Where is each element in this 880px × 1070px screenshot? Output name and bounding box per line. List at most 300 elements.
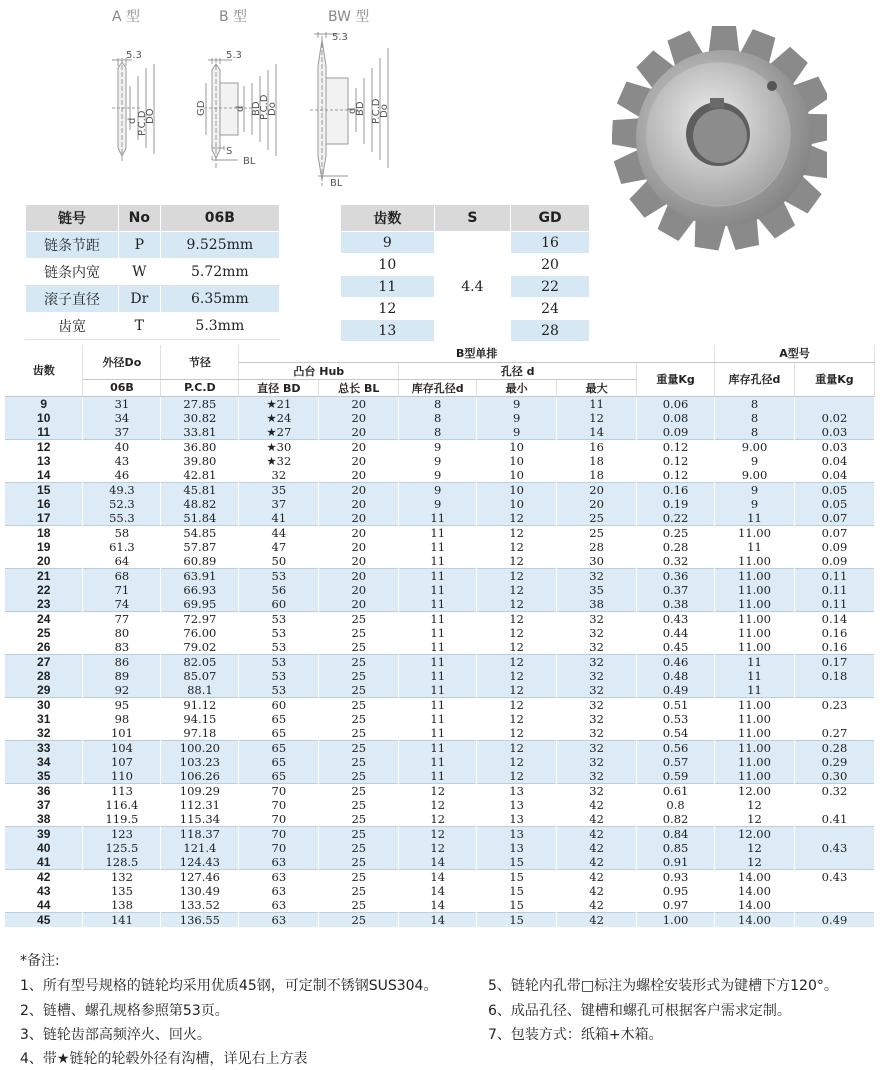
- cell-pcd: 72.97: [161, 611, 239, 626]
- cell-bore-min: 12: [477, 640, 557, 655]
- cell-pcd: 63.91: [161, 568, 239, 583]
- table-row: [5, 439, 875, 454]
- table-body: [5, 396, 875, 927]
- cell-teeth: 42: [5, 869, 83, 884]
- cell-hub-bd: 53: [239, 640, 319, 655]
- cell-a-weight: 0.49: [794, 912, 874, 927]
- cell-teeth: 37: [5, 798, 83, 812]
- cell-weight: 0.49: [637, 683, 715, 698]
- cell-a-stock-bore: 11.00: [715, 554, 795, 569]
- dim-bw-bl: BL: [330, 178, 343, 189]
- cell-bore-min: 12: [477, 669, 557, 683]
- cell-bore-max: 20: [557, 497, 637, 511]
- cell-bore-max: 32: [557, 669, 637, 683]
- cell-weight: 0.25: [637, 525, 715, 540]
- cell-a-stock-bore: 11.00: [715, 568, 795, 583]
- note-3: 3、链轮齿部高频淬火、回火。: [20, 1027, 211, 1043]
- cell-bore-min: 13: [477, 798, 557, 812]
- cell-bore-max: 35: [557, 583, 637, 597]
- cell-stock-bore: 14: [399, 898, 477, 913]
- groove-gd: 22: [511, 276, 590, 298]
- cell-stock-bore: 8: [399, 425, 477, 440]
- cell-bore-max: 20: [557, 482, 637, 497]
- cell-a-weight: 0.09: [794, 554, 874, 569]
- cell-hub-bd: 65: [239, 755, 319, 769]
- cell-teeth: 45: [5, 912, 83, 927]
- cell-bore-min: 13: [477, 783, 557, 798]
- cell-weight: 0.16: [637, 482, 715, 497]
- cell-stock-bore: 9: [399, 454, 477, 468]
- cell-pcd: 36.80: [161, 439, 239, 454]
- cell-teeth: 16: [5, 497, 83, 511]
- cell-stock-bore: 11: [399, 654, 477, 669]
- cell-od: 68: [83, 568, 161, 583]
- spec-cell: 链条内宽: [26, 259, 119, 286]
- cell-a-weight: [794, 884, 874, 898]
- cell-od: 49.3: [83, 482, 161, 497]
- cell-hub-bl: 25: [319, 898, 399, 913]
- note-2: 2、链槽、螺孔规格参照第53页。: [20, 1003, 229, 1019]
- spec-cell: 9.525mm: [160, 232, 279, 259]
- cell-a-weight: 0.05: [794, 482, 874, 497]
- cell-a-weight: 0.14: [794, 611, 874, 626]
- note-7: 7、包装方式：纸箱+木箱。: [488, 1027, 663, 1043]
- cell-a-stock-bore: 11.00: [715, 583, 795, 597]
- cell-a-stock-bore: 14.00: [715, 869, 795, 884]
- table-row: [5, 841, 875, 855]
- table-row: [5, 511, 875, 526]
- cell-teeth: 25: [5, 626, 83, 640]
- cell-stock-bore: 9: [399, 497, 477, 511]
- cell-pcd: 51.84: [161, 511, 239, 526]
- cell-bore-min: 12: [477, 769, 557, 784]
- cell-hub-bd: 63: [239, 855, 319, 870]
- cell-bore-max: 38: [557, 597, 637, 612]
- spec-header-no: No: [119, 205, 161, 232]
- cell-bore-min: 13: [477, 826, 557, 841]
- cell-weight: 0.12: [637, 439, 715, 454]
- cell-bore-min: 12: [477, 654, 557, 669]
- table-row: [5, 683, 875, 698]
- cell-hub-bd: ★27: [239, 425, 319, 440]
- cell-pcd: 39.80: [161, 454, 239, 468]
- cell-a-weight: 0.32: [794, 783, 874, 798]
- groove-s-value: 4.4: [434, 232, 510, 342]
- cell-hub-bd: 70: [239, 841, 319, 855]
- cell-hub-bl: 20: [319, 511, 399, 526]
- header-weight: 重量Kg: [637, 362, 715, 396]
- cell-bore-min: 10: [477, 439, 557, 454]
- cell-hub-bl: 25: [319, 726, 399, 741]
- cell-hub-bd: ★30: [239, 439, 319, 454]
- cell-hub-bl: 25: [319, 855, 399, 870]
- cell-bore-max: 18: [557, 454, 637, 468]
- cell-hub-bd: 63: [239, 884, 319, 898]
- groove-header-gd: GD: [511, 205, 590, 232]
- note-6: 6、成品孔径、键槽和螺孔可根据客户需求定制。: [488, 1003, 791, 1019]
- cell-pcd: 76.00: [161, 626, 239, 640]
- cell-pcd: 66.93: [161, 583, 239, 597]
- cell-stock-bore: 12: [399, 826, 477, 841]
- groove-teeth: 13: [341, 320, 435, 342]
- cell-pcd: 27.85: [161, 396, 239, 411]
- cell-od: 125.5: [83, 841, 161, 855]
- cell-bore-min: 15: [477, 898, 557, 913]
- spec-cell: Dr: [119, 286, 161, 313]
- table-row: [5, 697, 875, 712]
- cell-stock-bore: 11: [399, 525, 477, 540]
- cell-bore-min: 12: [477, 597, 557, 612]
- cell-weight: 0.56: [637, 740, 715, 755]
- cell-hub-bd: 32: [239, 468, 319, 483]
- cell-teeth: 21: [5, 568, 83, 583]
- cell-od: 92: [83, 683, 161, 698]
- header-stock: 库存孔径d: [399, 379, 477, 396]
- table-row: [5, 525, 875, 540]
- table-row: [5, 826, 875, 841]
- cell-bore-max: 32: [557, 640, 637, 655]
- cell-od: 141: [83, 912, 161, 927]
- cell-bore-max: 32: [557, 712, 637, 726]
- cell-bore-max: 42: [557, 869, 637, 884]
- cell-teeth: 26: [5, 640, 83, 655]
- cell-hub-bd: 53: [239, 654, 319, 669]
- cell-pcd: 100.20: [161, 740, 239, 755]
- table-row: [5, 583, 875, 597]
- cell-od: 58: [83, 525, 161, 540]
- note-5: 5、链轮内孔带□标注为螺栓安装形式为键槽下方120°。: [488, 978, 838, 994]
- spec-cell: W: [119, 259, 161, 286]
- cell-hub-bd: 60: [239, 597, 319, 612]
- cell-bore-min: 9: [477, 396, 557, 411]
- dim-a-d: d: [127, 117, 138, 124]
- cell-od: 107: [83, 755, 161, 769]
- table-row: [5, 540, 875, 554]
- cell-od: 34: [83, 411, 161, 425]
- cell-a-stock-bore: 9: [715, 454, 795, 468]
- cell-bore-min: 12: [477, 755, 557, 769]
- cell-teeth: 35: [5, 769, 83, 784]
- cell-weight: 0.54: [637, 726, 715, 741]
- cell-od: 119.5: [83, 812, 161, 827]
- cell-a-weight: 0.43: [794, 841, 874, 855]
- cell-bore-min: 9: [477, 411, 557, 425]
- header-a-weight: 重量Kg: [794, 362, 874, 396]
- cell-hub-bl: 20: [319, 525, 399, 540]
- cell-bore-max: 42: [557, 798, 637, 812]
- cell-hub-bd: 53: [239, 626, 319, 640]
- cell-a-weight: 0.04: [794, 454, 874, 468]
- cell-od: 128.5: [83, 855, 161, 870]
- cell-bore-min: 9: [477, 425, 557, 440]
- cell-a-weight: 0.04: [794, 468, 874, 483]
- cell-bore-max: 32: [557, 683, 637, 698]
- cell-stock-bore: 14: [399, 855, 477, 870]
- table-row: [5, 740, 875, 755]
- cell-od: 135: [83, 884, 161, 898]
- spec-cell: 链条节距: [26, 232, 119, 259]
- cell-hub-bl: 25: [319, 798, 399, 812]
- cell-pcd: 60.89: [161, 554, 239, 569]
- cell-hub-bl: 25: [319, 683, 399, 698]
- cell-bore-max: 42: [557, 884, 637, 898]
- cell-pcd: 82.05: [161, 654, 239, 669]
- cell-a-stock-bore: 11.00: [715, 755, 795, 769]
- cell-a-stock-bore: 12: [715, 855, 795, 870]
- cell-weight: 0.8: [637, 798, 715, 812]
- cell-bore-max: 14: [557, 425, 637, 440]
- cell-hub-bl: 25: [319, 812, 399, 827]
- cell-stock-bore: 11: [399, 554, 477, 569]
- cell-hub-bd: 70: [239, 812, 319, 827]
- groove-header-teeth: 齿数: [341, 205, 435, 232]
- cell-a-stock-bore: 11.00: [715, 611, 795, 626]
- cell-teeth: 27: [5, 654, 83, 669]
- cell-hub-bl: 20: [319, 597, 399, 612]
- table-row: [5, 568, 875, 583]
- cell-bore-max: 32: [557, 697, 637, 712]
- table-row: [5, 454, 875, 468]
- cell-bore-max: 42: [557, 841, 637, 855]
- table-row: [5, 654, 875, 669]
- cell-weight: 0.84: [637, 826, 715, 841]
- cell-hub-bd: 50: [239, 554, 319, 569]
- cell-bore-max: 42: [557, 826, 637, 841]
- cell-weight: 0.44: [637, 626, 715, 640]
- cell-teeth: 12: [5, 439, 83, 454]
- cell-od: 95: [83, 697, 161, 712]
- table-row: [5, 497, 875, 511]
- spec-cell: P: [119, 232, 161, 259]
- header-teeth: 齿数: [5, 345, 83, 396]
- groove-gd: 24: [511, 298, 590, 320]
- cell-a-weight: 0.02: [794, 411, 874, 425]
- cell-pcd: 118.37: [161, 826, 239, 841]
- spec-cell: T: [119, 313, 161, 340]
- cell-bore-min: 13: [477, 841, 557, 855]
- cell-stock-bore: 11: [399, 568, 477, 583]
- groove-teeth: 9: [341, 232, 435, 254]
- table-row: [5, 669, 875, 683]
- cell-weight: 0.37: [637, 583, 715, 597]
- cell-hub-bl: 20: [319, 439, 399, 454]
- cell-hub-bl: 25: [319, 669, 399, 683]
- cell-od: 37: [83, 425, 161, 440]
- cell-hub-bl: 25: [319, 626, 399, 640]
- cell-a-weight: [794, 396, 874, 411]
- cell-a-weight: 0.11: [794, 568, 874, 583]
- cell-pcd: 91.12: [161, 697, 239, 712]
- cell-pcd: 88.1: [161, 683, 239, 698]
- dim-bw-pcd: P.C.D: [371, 98, 382, 124]
- dim-bw-d: d: [347, 107, 358, 114]
- cell-od: 40: [83, 439, 161, 454]
- cell-hub-bl: 20: [319, 568, 399, 583]
- cell-hub-bl: 20: [319, 468, 399, 483]
- cell-weight: 0.57: [637, 755, 715, 769]
- spec-cell: 5.3mm: [160, 313, 279, 340]
- cell-a-stock-bore: 8: [715, 396, 795, 411]
- cell-bore-min: 12: [477, 697, 557, 712]
- cell-hub-bd: 70: [239, 783, 319, 798]
- cell-a-stock-bore: 8: [715, 425, 795, 440]
- cell-a-stock-bore: 11.00: [715, 712, 795, 726]
- cell-hub-bl: 20: [319, 425, 399, 440]
- cell-a-weight: 0.07: [794, 525, 874, 540]
- cell-stock-bore: 11: [399, 769, 477, 784]
- cell-pcd: 97.18: [161, 726, 239, 741]
- header-hub: 凸台 Hub: [239, 362, 399, 379]
- cell-od: 89: [83, 669, 161, 683]
- cell-weight: 0.32: [637, 554, 715, 569]
- cell-teeth: 43: [5, 884, 83, 898]
- cell-hub-bd: 53: [239, 611, 319, 626]
- cell-pcd: 136.55: [161, 912, 239, 927]
- cell-weight: 0.46: [637, 654, 715, 669]
- cell-weight: 0.91: [637, 855, 715, 870]
- cell-pcd: 54.85: [161, 525, 239, 540]
- type-a-label: A 型: [112, 9, 141, 25]
- cell-pcd: 94.15: [161, 712, 239, 726]
- cell-pcd: 127.46: [161, 869, 239, 884]
- cell-bore-max: 32: [557, 654, 637, 669]
- cell-teeth: 14: [5, 468, 83, 483]
- cell-teeth: 23: [5, 597, 83, 612]
- cell-a-stock-bore: 9: [715, 482, 795, 497]
- cell-weight: 0.85: [637, 841, 715, 855]
- cell-pcd: 121.4: [161, 841, 239, 855]
- cell-hub-bl: 20: [319, 583, 399, 597]
- cell-hub-bl: 20: [319, 396, 399, 411]
- cell-stock-bore: 11: [399, 611, 477, 626]
- table-row: [5, 712, 875, 726]
- cell-teeth: 41: [5, 855, 83, 870]
- cell-hub-bd: 44: [239, 525, 319, 540]
- cell-bore-max: 30: [557, 554, 637, 569]
- cell-pcd: 57.87: [161, 540, 239, 554]
- cell-weight: 0.61: [637, 783, 715, 798]
- cell-pcd: 42.81: [161, 468, 239, 483]
- cell-weight: 0.38: [637, 597, 715, 612]
- cell-hub-bl: 25: [319, 841, 399, 855]
- cell-stock-bore: 11: [399, 640, 477, 655]
- cell-a-weight: [794, 826, 874, 841]
- cell-a-weight: 0.23: [794, 697, 874, 712]
- sprocket-data-table: [5, 345, 875, 927]
- cell-bore-max: 42: [557, 898, 637, 913]
- cell-hub-bl: 25: [319, 611, 399, 626]
- cell-a-stock-bore: 12: [715, 798, 795, 812]
- cell-hub-bd: ★32: [239, 454, 319, 468]
- cell-hub-bd: 60: [239, 697, 319, 712]
- cell-od: 43: [83, 454, 161, 468]
- table-row: [5, 411, 875, 425]
- header-max: 最大: [557, 379, 637, 396]
- header-b-single-row: B型单排: [239, 345, 715, 362]
- cell-stock-bore: 11: [399, 726, 477, 741]
- cell-a-weight: 0.16: [794, 626, 874, 640]
- cell-weight: 0.82: [637, 812, 715, 827]
- cell-hub-bl: 20: [319, 497, 399, 511]
- cell-teeth: 40: [5, 841, 83, 855]
- cell-bore-min: 12: [477, 740, 557, 755]
- cell-a-stock-bore: 11.00: [715, 726, 795, 741]
- cell-hub-bd: 63: [239, 898, 319, 913]
- cell-od: 104: [83, 740, 161, 755]
- cell-od: 71: [83, 583, 161, 597]
- dim-a-pcd: P.C.D: [137, 110, 148, 136]
- cell-pcd: 85.07: [161, 669, 239, 683]
- cell-pcd: 103.23: [161, 755, 239, 769]
- cell-a-weight: 0.18: [794, 669, 874, 683]
- cell-hub-bd: 70: [239, 798, 319, 812]
- cell-stock-bore: 9: [399, 468, 477, 483]
- cell-weight: 0.19: [637, 497, 715, 511]
- cell-bore-min: 15: [477, 912, 557, 927]
- cell-pcd: 48.82: [161, 497, 239, 511]
- cell-od: 132: [83, 869, 161, 884]
- header-od-sub: 06B: [83, 379, 161, 396]
- cell-a-weight: 0.28: [794, 740, 874, 755]
- cell-teeth: 15: [5, 482, 83, 497]
- cell-hub-bd: 56: [239, 583, 319, 597]
- cell-a-stock-bore: 11: [715, 540, 795, 554]
- cell-a-stock-bore: 11.00: [715, 740, 795, 755]
- cell-od: 116.4: [83, 798, 161, 812]
- cell-teeth: 10: [5, 411, 83, 425]
- cell-stock-bore: 11: [399, 597, 477, 612]
- type-b-label: B 型: [219, 9, 248, 25]
- cell-od: 74: [83, 597, 161, 612]
- cell-bore-max: 32: [557, 568, 637, 583]
- cell-hub-bl: 25: [319, 755, 399, 769]
- cell-hub-bd: 70: [239, 826, 319, 841]
- note-4: 4、带★链轮的轮毂外径有沟槽，详见右上方表: [20, 1051, 308, 1067]
- cell-bore-min: 12: [477, 511, 557, 526]
- cell-bore-min: 12: [477, 712, 557, 726]
- cell-od: 113: [83, 783, 161, 798]
- cell-hub-bl: 25: [319, 783, 399, 798]
- cell-a-weight: 0.16: [794, 640, 874, 655]
- cell-hub-bd: 65: [239, 769, 319, 784]
- cell-a-stock-bore: 11: [715, 654, 795, 669]
- cell-bore-min: 10: [477, 468, 557, 483]
- dim-b-d: d: [235, 105, 246, 112]
- groove-gd: 16: [511, 232, 590, 254]
- cell-teeth: 34: [5, 755, 83, 769]
- cell-bore-min: 12: [477, 626, 557, 640]
- cell-od: 83: [83, 640, 161, 655]
- cell-bore-min: 12: [477, 611, 557, 626]
- cell-od: 80: [83, 626, 161, 640]
- table-row: [5, 769, 875, 784]
- cell-pcd: 109.29: [161, 783, 239, 798]
- cell-weight: 0.51: [637, 697, 715, 712]
- spec-header-06b: 06B: [160, 205, 279, 232]
- cell-bore-min: 12: [477, 554, 557, 569]
- dim-bw-bd: BD: [355, 101, 366, 116]
- cell-stock-bore: 11: [399, 583, 477, 597]
- cell-weight: 0.06: [637, 396, 715, 411]
- cell-hub-bl: 25: [319, 740, 399, 755]
- cell-hub-bd: ★24: [239, 411, 319, 425]
- groove-teeth: 12: [341, 298, 435, 320]
- cell-stock-bore: 11: [399, 697, 477, 712]
- cell-bore-min: 15: [477, 869, 557, 884]
- dim-a-width: 5.3: [126, 50, 142, 61]
- cell-hub-bd: 63: [239, 869, 319, 884]
- cell-a-weight: 0.11: [794, 597, 874, 612]
